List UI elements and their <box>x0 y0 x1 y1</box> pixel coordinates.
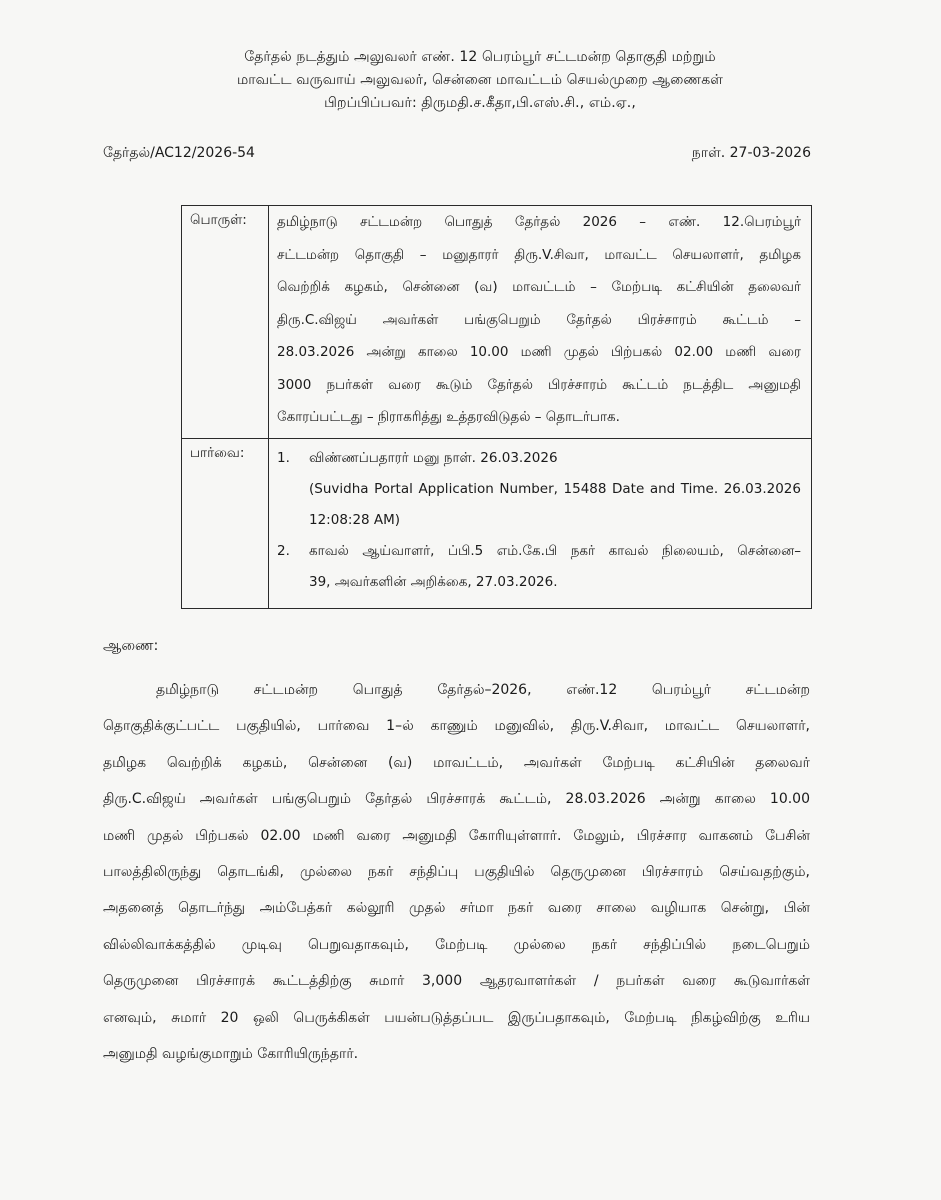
subject-line: கோரப்பட்டது – நிராகரித்து உத்தரவிடுதல் – தொடர்பாக. <box>277 409 620 425</box>
order-line: வில்லிவாக்கத்தில் முடிவு பெறுவதாகவும், மேற்படி முல்லை நகர் சந்திப்பில் நடைபெறும் <box>103 936 810 953</box>
subject-label: பொருள்: <box>182 206 269 439</box>
references-content <box>269 438 812 608</box>
subject-content <box>269 206 812 439</box>
reference-item <box>277 443 801 536</box>
subject-line: வெற்றிக் கழகம், சென்னை (வ) மாவட்டம் – மேற்படி கட்சியின் தலைவர் <box>277 279 801 295</box>
order-line: எனவும், சுமார் 20 ஒலி பெருக்கிகள் பயன்படுத்தப்பட இருப்பதாகவும், மேற்படி நிகழ்விற்கு உரிய <box>103 1009 810 1026</box>
document-header <box>140 46 820 115</box>
order-line: தமிழ்நாடு சட்டமன்ற பொதுத் தேர்தல்–2026, எண்.12 பெரம்பூர் சட்டமன்ற <box>156 682 810 698</box>
reference-number: தேர்தல்/AC12/2026-54 <box>103 145 255 161</box>
subject-line: 3000 நபர்கள் வரை கூடும் தேர்தல் பிரச்சாரம் கூட்டம் நடத்திட அனுமதி <box>277 376 801 393</box>
order-date: நாள். 27-03-2026 <box>691 145 811 161</box>
subject-line: சட்டமன்ற தொகுதி – மனுதாரர் திரு.V.சிவா, மாவட்ட செயலாளர், தமிழக <box>277 246 801 263</box>
reference-item-line: 39, அவர்களின் அறிக்கை, 27.03.2026. <box>309 573 558 590</box>
header-line-2: மாவட்ட வருவாய் அலுவலர், சென்னை மாவட்டம் செயல்முறை ஆணைகள் <box>236 72 724 88</box>
reference-item <box>277 536 801 598</box>
order-line: அனுமதி வழங்குமாறும் கோரியிருந்தார். <box>103 1046 359 1063</box>
references-label: பார்வை: <box>182 438 269 608</box>
reference-item-number: 2. <box>277 542 290 559</box>
order-line: திரு.C.விஜய் அவர்கள் பங்குபெறும் தேர்தல் பிரச்சாரக் கூட்டம், 28.03.2026 அன்று காலை 10.00 <box>103 791 810 808</box>
reference-item-line: (Suvidha Portal Application Number, 15488 Date and Time. 26.03.2026 <box>309 480 801 497</box>
order-line: தொகுதிக்குட்பட்ட பகுதியில், பார்வை 1–ல் காணும் மனுவில், திரு.V.சிவா, மாவட்ட செயலாளர், <box>103 718 810 735</box>
reference-item-number: 1. <box>277 449 290 466</box>
order-line: மணி முதல் பிற்பகல் 02.00 மணி வரை அனுமதி கோரியுள்ளார். மேலும், பிரச்சார வாகனம் பேசின் <box>103 827 810 844</box>
order-line: அதனைத் தொடர்ந்து அம்பேத்கர் கல்லூரி முதல் சர்மா நகர் வரை சாலை வழியாக சென்று, பின் <box>103 900 810 917</box>
header-line-1: தேர்தல் நடத்தும் அலுவலர் எண். 12 பெரம்பூர் சட்டமன்ற தொகுதி மற்றும் <box>244 49 716 65</box>
subject-reference-table <box>181 205 812 609</box>
subject-line: தமிழ்நாடு சட்டமன்ற பொதுத் தேர்தல் 2026 – எண். 12.பெரம்பூர் <box>277 214 801 230</box>
order-line: தெருமுனை பிரச்சாரக் கூட்டத்திற்கு சுமார் 3,000 ஆதரவாளர்கள் / நபர்கள் வரை கூடுவார்கள் <box>103 973 810 990</box>
subject-line: 28.03.2026 அன்று காலை 10.00 மணி முதல் பிற்பகல் 02.00 மணி வரை <box>277 344 801 360</box>
subject-row <box>182 206 812 439</box>
reference-item-line: காவல் ஆய்வாளர், ப்பி.5 எம்.கே.பி நகர் காவல் நிலையம், சென்னை– <box>309 542 801 559</box>
subject-line: திரு.C.விஜய் அவர்கள் பங்குபெறும் தேர்தல் பிரச்சாரம் கூட்டம் – <box>277 311 801 328</box>
references-row <box>182 438 812 608</box>
reference-item-line: 12:08:28 AM) <box>309 511 401 528</box>
order-heading: ஆணை: <box>103 638 159 654</box>
header-line-3: பிறப்பிப்பவர்: திருமதி.ச.கீதா,பி.எஸ்.சி., எம்.ஏ., <box>324 95 636 111</box>
order-line: தமிழக வெற்றிக் கழகம், சென்னை (வ) மாவட்டம், அவர்கள் மேற்படி கட்சியின் தலைவர் <box>103 754 810 771</box>
reference-item-line: விண்ணப்பதாரர் மனு நாள். 26.03.2026 <box>309 449 558 466</box>
order-line: பாலத்திலிருந்து தொடங்கி, முல்லை நகர் சந்திப்பு பகுதியில் தெருமுனை பிரச்சாரம் செய்வதற்கும், <box>103 864 810 881</box>
order-body <box>103 672 810 1072</box>
